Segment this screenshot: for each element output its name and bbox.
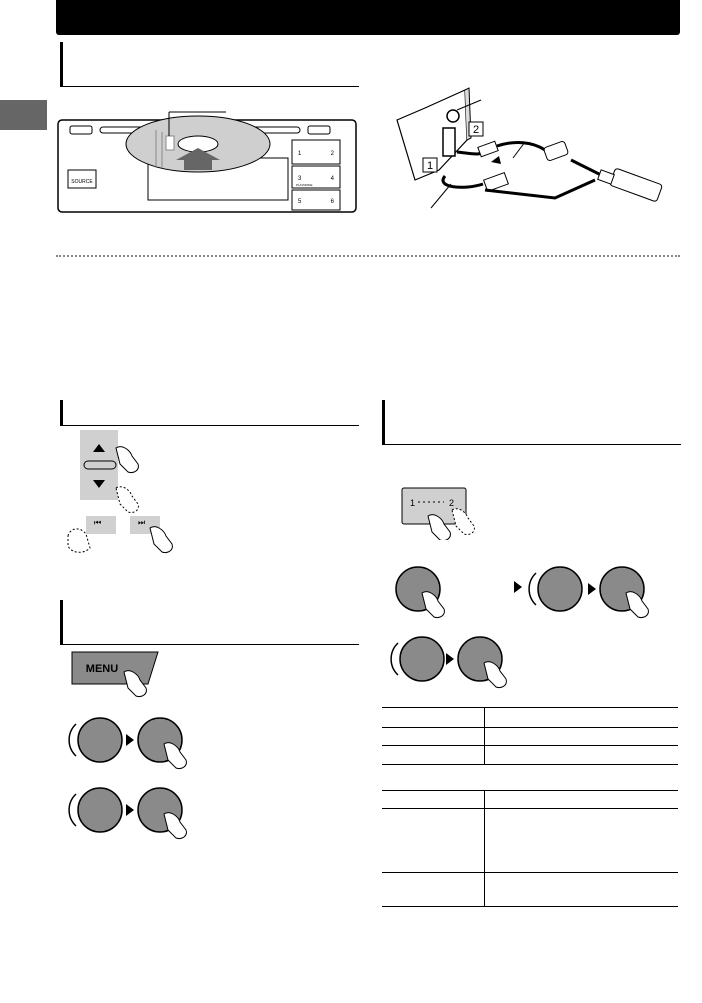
usb-connection-illustration <box>395 80 670 210</box>
hand-press-icon-5 <box>626 592 648 618</box>
disc-insertion-illustration <box>56 98 358 216</box>
usb-step-1-label: 1 <box>426 160 434 172</box>
hand-press-dashed-icon-3 <box>452 509 474 535</box>
table-row <box>382 727 678 728</box>
rotate-icon-4 <box>69 794 76 826</box>
table-row <box>382 872 678 873</box>
preset-3-label: 3 <box>298 176 302 182</box>
rotate-icon <box>529 573 536 605</box>
arrow-right-icon <box>514 581 522 593</box>
hand-press-icon-2 <box>150 527 172 553</box>
rotate-icon-3 <box>69 724 76 756</box>
preset-6-label: 6 <box>330 199 334 205</box>
menu-operation-illustration <box>62 650 202 840</box>
table-row <box>382 764 678 765</box>
hand-press-dashed-icon <box>116 487 138 513</box>
preset-4-tag: PLAYMODE <box>296 183 313 187</box>
arrow-right-icon-2 <box>588 583 596 595</box>
usb-step-2-label: 2 <box>472 124 480 136</box>
preset-1-btn-label: 1 <box>410 498 416 508</box>
preset-2-btn-label: 2 <box>448 498 454 508</box>
table-column-divider <box>484 707 485 764</box>
section-heading-playback-mode <box>382 400 681 445</box>
dial-turn-knob-2 <box>400 637 444 681</box>
table-row <box>382 745 678 746</box>
dial-turn-knob <box>538 567 582 611</box>
section-side-tab <box>0 100 47 130</box>
dial-operation-illustration <box>382 555 682 695</box>
section-heading-select-track <box>60 400 359 426</box>
section-divider <box>56 255 680 257</box>
preset-5-label: 5 <box>298 199 302 205</box>
arrow-right-icon-3 <box>446 653 454 665</box>
page-header-bar <box>56 0 680 35</box>
skip-back-icon: ⏮ <box>94 518 102 527</box>
source-button-label: SOURCE <box>71 179 93 185</box>
table-row <box>382 808 678 809</box>
preset-button-press-illustration <box>392 480 492 540</box>
hand-press-icon-6 <box>484 662 506 688</box>
skip-forward-icon: ⏭ <box>138 518 146 527</box>
preset-1-label: 1 <box>298 151 302 157</box>
section-heading-insert-disc <box>60 42 359 87</box>
hand-press-icon <box>116 447 138 473</box>
hand-press-icon-4 <box>422 592 444 618</box>
preset-2-label: 2 <box>330 151 334 157</box>
table-row <box>382 790 678 791</box>
table-column-divider <box>484 790 485 906</box>
track-select-illustration <box>60 430 200 560</box>
section-heading-menu-settings <box>60 600 359 645</box>
rotate-icon-2 <box>391 643 398 675</box>
menu-button-label: MENU <box>85 663 119 675</box>
preset-4-label: 4 <box>330 176 334 182</box>
table-row <box>382 906 678 907</box>
table-row <box>382 707 678 708</box>
